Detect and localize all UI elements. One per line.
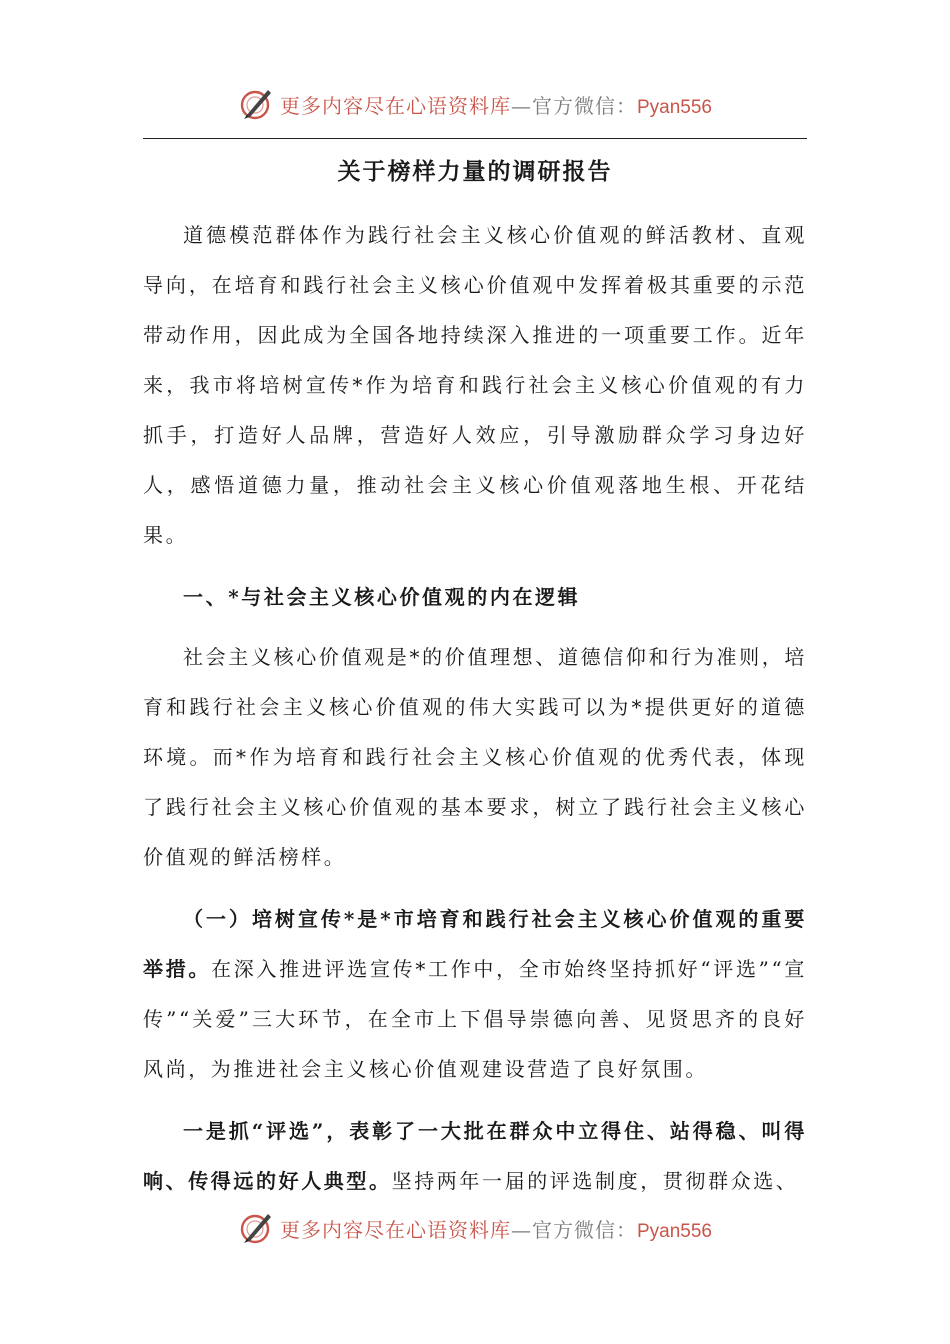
selection-lead: 一是抓“评选”，表彰了一大批在群众中立得住、站得稳、叫得响、传得远的好人典型。 — [143, 1119, 807, 1193]
header-divider — [143, 138, 807, 139]
footer-site-name: 更多内容尽在心语资料库 — [279, 1217, 511, 1242]
selection-body: 坚持两年一届的评选制度，贯彻群众选、 — [391, 1169, 799, 1193]
footer-banner-text — [280, 1214, 712, 1243]
footer-banner — [0, 1206, 950, 1250]
paragraph-subsection-1 — [143, 894, 807, 1094]
banner-wechat-label: —官方微信： — [510, 93, 637, 118]
paragraph-logic: 社会主义核心价值观是*的价值理想、道德信仰和行为准则，培育和践行社会主义核心价值观的伟大实践可以为*提供更好的道德环境。而*作为培育和践行社会主义核心价值观的优秀代表，体现了践行社会主义核心价值观的基本要求，树立了践行社会主义核心价值观的鲜活榜样。 — [143, 645, 807, 869]
footer-wechat-label: —官方微信： — [510, 1217, 637, 1242]
quill-logo-icon — [238, 86, 274, 122]
document-title: 关于榜样力量的调研报告 — [337, 158, 613, 185]
banner-wechat-id: Pyan556 — [636, 96, 712, 118]
subsection-1-lead: （一）培树宣传*是*市培育和践行社会主义核心价值观的重要举措。 — [143, 907, 807, 981]
subsection-1-body: 在深入推进评选宣传*工作中，全市始终坚持抓好“评选”“宣传”“关爱”三大环节，在全市上下倡导崇德向善、见贤思齐的良好风尚，为推进社会主义核心价值观建设营造了良好氛围。 — [143, 957, 807, 1081]
quill-logo-icon — [238, 1210, 274, 1246]
header-banner — [0, 82, 950, 126]
banner-text — [280, 90, 712, 119]
paragraph-intro: 道德模范群体作为践行社会主义核心价值观的鲜活教材、直观导向，在培育和践行社会主义核心价值观中发挥着极其重要的示范带动作用，因此成为全国各地持续深入推进的一项重要工作。近年来，我市将培树宣传*作为培育和践行社会主义核心价值观的有力抓手，打造好人品牌，营造好人效应，引导激励群众学习身边好人，感悟道德力量，推动社会主义核心价值观落地生根、开花结果。 — [143, 223, 807, 547]
section-heading-1: 一、*与社会主义核心价值观的内在逻辑 — [183, 585, 581, 609]
footer-wechat-id: Pyan556 — [636, 1220, 712, 1242]
banner-site-name: 更多内容尽在心语资料库 — [279, 93, 511, 118]
document-body — [143, 210, 807, 1206]
paragraph-selection — [143, 1106, 807, 1206]
